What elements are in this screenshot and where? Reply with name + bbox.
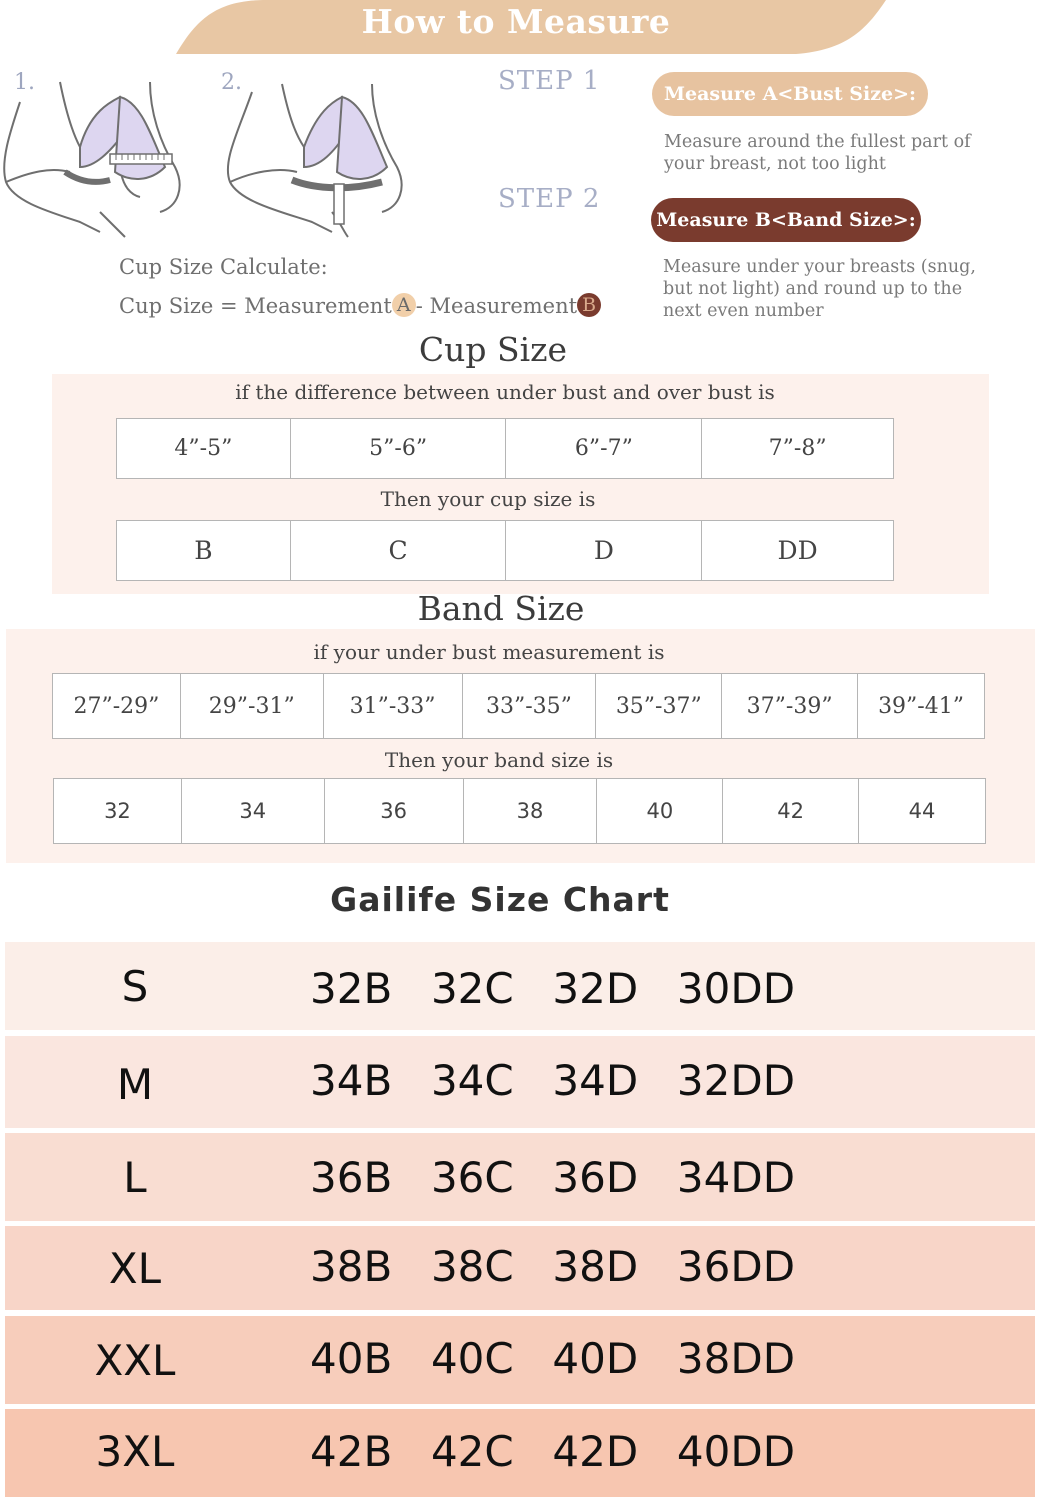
size-label: 3XL [95, 1427, 175, 1476]
range-cell: 31”-33” [323, 674, 462, 739]
page-title: How to Measure [361, 2, 671, 41]
calc-formula-minus: - Measurement [415, 294, 578, 318]
measure-b-line: next even number [663, 301, 824, 321]
band-cell: 34 [181, 779, 324, 844]
size-label: S [121, 962, 149, 1011]
difference-cell: 5”-6” [290, 419, 506, 479]
size-label: XXL [94, 1336, 176, 1385]
measure-a-line: your breast, not too light [664, 154, 886, 174]
range-cell: 35”-37” [596, 674, 722, 739]
cup-cell: B [117, 521, 291, 581]
size-chart-title: Gailife Size Chart [330, 880, 670, 919]
size-values: 32B 32C 32D 30DD [310, 964, 796, 1013]
size-label: XL [108, 1244, 162, 1293]
size-row [5, 1226, 1035, 1310]
range-cell: 29”-31” [180, 674, 323, 739]
cup-difference-table [116, 418, 894, 479]
band-size-title: Band Size [417, 589, 585, 628]
size-row [5, 1036, 1035, 1128]
size-row [5, 1316, 1035, 1404]
step-1-label: STEP 1 [498, 66, 601, 96]
band-cell: 44 [859, 779, 986, 844]
cup-cell: C [290, 521, 506, 581]
band-range-table [52, 673, 985, 739]
step-2-label: STEP 2 [498, 184, 601, 214]
measure-b-description [663, 256, 976, 322]
size-label: L [123, 1153, 147, 1202]
size-row [5, 942, 1035, 1030]
measure-a-description [664, 131, 971, 175]
size-row [5, 1409, 1035, 1497]
band-cell: 40 [597, 779, 723, 844]
size-row [5, 1133, 1035, 1221]
calc-formula [119, 293, 601, 318]
difference-cell: 4”-5” [117, 419, 291, 479]
range-cell: 27”-29” [53, 674, 181, 739]
measure-a-badge: Measure A<Bust Size>: [652, 72, 928, 116]
size-values: 34B 34C 34D 32DD [310, 1056, 796, 1105]
calc-formula-prefix: Cup Size = Measurement [119, 294, 392, 318]
measure-a-line: Measure around the fullest part of [664, 132, 971, 152]
size-label: M [116, 1060, 154, 1109]
marker-a-badge: A [392, 293, 416, 317]
range-cell: 37”-39” [722, 674, 858, 739]
measure-b-badge: Measure B<Band Size>: [651, 198, 921, 242]
band-size-intro: if your under bust measurement is [313, 640, 665, 664]
calc-heading: Cup Size Calculate: [119, 255, 328, 279]
size-values: 36B 36C 36D 34DD [310, 1153, 796, 1202]
band-cell: 32 [54, 779, 182, 844]
band-cell: 38 [463, 779, 597, 844]
size-values: 40B 40C 40D 38DD [310, 1334, 796, 1383]
figure-2-number: 2. [221, 70, 242, 95]
marker-b-badge: B [577, 293, 601, 317]
cup-size-title: Cup Size [418, 330, 568, 369]
cup-cell: D [506, 521, 702, 581]
measure-b-line: Measure under your breasts (snug, [663, 257, 976, 277]
band-cell: 42 [723, 779, 859, 844]
cup-result-caption: Then your cup size is [380, 487, 596, 511]
band-measure-illustration [222, 72, 422, 242]
range-cell: 39”-41” [858, 674, 985, 739]
size-values: 38B 38C 38D 36DD [310, 1242, 796, 1291]
band-cell: 36 [324, 779, 463, 844]
measure-b-line: but not light) and round up to the [663, 279, 963, 299]
difference-cell: 6”-7” [506, 419, 702, 479]
size-values: 42B 42C 42D 40DD [310, 1427, 796, 1476]
difference-cell: 7”-8” [702, 419, 894, 479]
band-result-caption: Then your band size is [384, 748, 614, 772]
band-result-table [53, 778, 986, 844]
cup-cell: DD [702, 521, 894, 581]
cup-result-table [116, 520, 894, 581]
cup-size-intro: if the difference between under bust and over bust is [235, 380, 775, 404]
bust-measure-illustration [0, 72, 200, 242]
figure-1-number: 1. [14, 70, 35, 95]
range-cell: 33”-35” [462, 674, 596, 739]
